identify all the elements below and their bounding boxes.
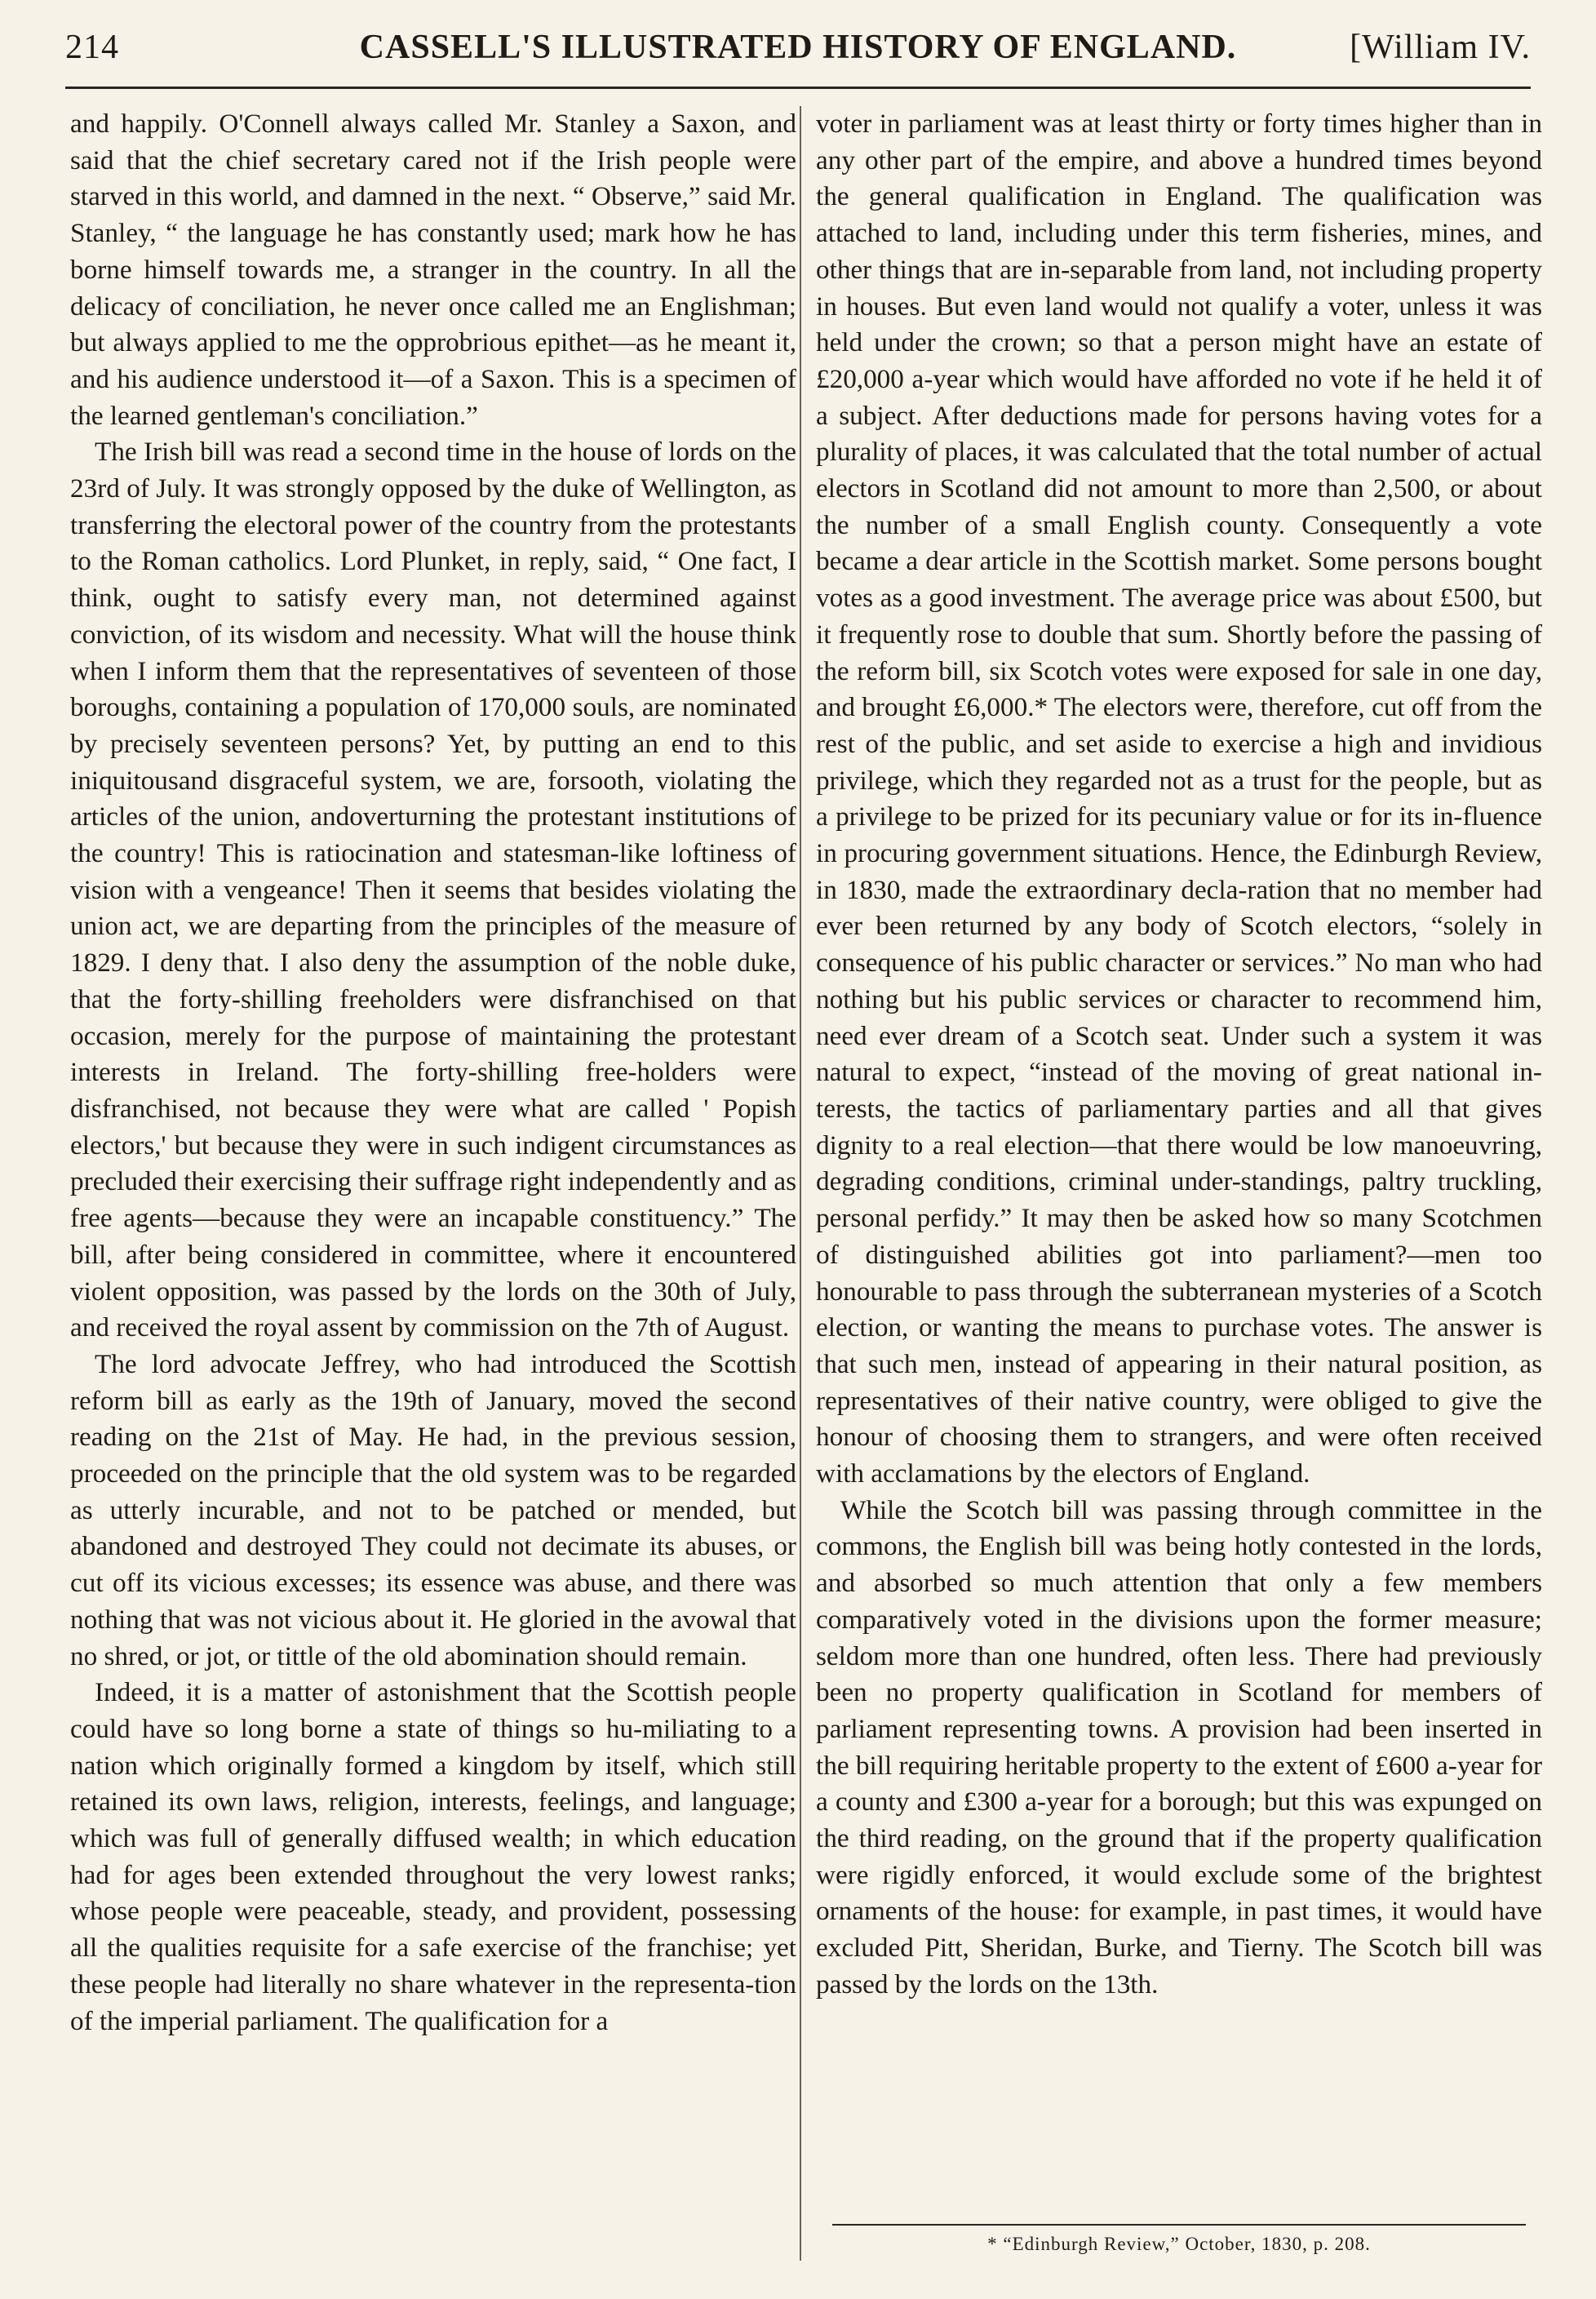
footnote: * “Edinburgh Review,” October, 1830, p. 208. — [987, 2234, 1371, 2254]
paragraph: voter in parliament was at least thirty or forty times higher than in any other part of the empire, and above a hundred times beyond the general qualification in England. The qualification was attached to land, including under this term fisheries, mines, and other things that are in-separable from land, not including property in houses. But even land would not qualify a voter, unless it was held under the crown; so that a person might have an estate of £20,000 a-year which would have afforded no vote if he held it of a subject. After deductions made for persons having votes for a plurality of places, it was calculated that the total number of actual electors in Scotland did not amount to more than 2,500, or about the number of a small English county. Consequently a vote became a dear article in the Scottish market. Some persons bought votes as a good investment. The average price was about £500, but it frequently rose to double that sum. Shortly before the passing of the reform bill, six Scotch votes were exposed for sale in one day, and brought £6,000.* The electors were, therefore, cut off from the rest of the public, and set aside to exercise a high and invidious privilege, which they regarded not as a trust for the people, but as a privilege to be prized for its pecuniary value or for its in-fluence in procuring government situations. Hence, the Edinburgh Review, in 1830, made the extraordinary decla-ration that no member had ever been returned by any body of Scotch electors, “solely in consequence of his public character or services.” No man who had nothing but his public services or character to recommend him, need ever dream of a Scotch seat. Under such a system it was natural to expect, “instead of the moving of great national in-terests, the tactics of parliamentary parties and all that gives dignity to a real election—that there would be low manoeuvring, degrading conditions, criminal under-standings, paltry truckling, personal perfidy.” It may then be asked how so many Scotchmen of distinguished abilities got into parliament?—men too honourable to pass through the subterranean mysteries of a Scotch election, or wanting the means to purchase votes. The answer is that such men, instead of appearing in their natural position, as representatives of their native country, were obliged to give the honour of choosing them to strangers, and were often received with acclamations by the electors of England. — [816, 109, 1542, 1489]
right-column — [816, 106, 1542, 2228]
reign-label: [William IV. — [1350, 29, 1531, 66]
running-title: CASSELL'S ILLUSTRATED HISTORY OF ENGLAND. — [359, 29, 1237, 66]
running-header — [65, 28, 1531, 85]
paragraph: While the Scotch bill was passing through committee in the commons, the English bill was being hotly contested in the lords, and absorbed so much attention that only a few members comparatively voted in the divisions upon the former measure; seldom more than one hundred, often less. There had previously been no property qualification in Scotland for members of parliament representing towns. A provision had been inserted in the bill requiring heritable property to the extent of £600 a-year for a county and £300 a-year for a borough; but this was expunged on the third reading, on the ground that if the property qualification were rigidly enforced, it would exclude some of the brightest ornaments of the house: for example, in past times, it would have excluded Pitt, Sheridan, Burke, and Tierny. The Scotch bill was passed by the lords on the 13th. — [816, 1494, 1542, 1999]
paragraph: The Irish bill was read a second time in the house of lords on the 23rd of July. It was strongly opposed by the duke of Wellington, as transferring the electoral power of the country from the protestants to the Roman catholics. Lord Plunket, in reply, said, “ One fact, I think, ought to satisfy every man, not determined against conviction, of its wisdom and necessity. What will the house think when I inform them that the representatives of seventeen of those boroughs, containing a population of 170,000 souls, are nominated by precisely seventeen persons? Yet, by putting an end to this iniquitousand disgraceful system, we are, forsooth, violating the articles of the union, andoverturning the protestant institutions of the country! This is ratiocination and statesman-like loftiness of vision with a vengeance! Then it seems that besides violating the union act, we are departing from the principles of the measure of 1829. I deny that. I also deny the assumption of the noble duke, that the forty-shilling freeholders were disfranchised on that occasion, merely for the purpose of maintaining the protestant interests in Ireland. The forty-shilling free-holders were disfranchised, not because they were what are called ' Popish electors,' but because they were in such indigent circumstances as precluded their exercising their suffrage right independently and as free agents—because they were an incapable constituency.” The bill, after being considered in committee, where it encountered violent opposition, was passed by the lords on the 30th of July, and received the royal assent by commission on the 7th of August. — [70, 437, 796, 1343]
page-number: 214 — [65, 29, 119, 66]
left-column — [70, 106, 796, 2228]
paragraph: Indeed, it is a matter of astonishment that the Scottish people could have so long borne a state of things so hu-miliating to a nation which originally formed a kingdom by itself, which still retained its own laws, religion, interests, feelings, and language; which was full of generally diffused wealth; in which education had for ages been extended throughout the very lowest ranks; whose people were peaceable, steady, and provident, possessing all the qualities requisite for a safe exercise of the franchise; yet these people had literally no share whatever in the representa-tion of the imperial parliament. The qualification for a — [70, 1677, 796, 2036]
paragraph: The lord advocate Jeffrey, who had introduced the Scottish reform bill as early as the 19th of January, moved the second reading on the 21st of May. He had, in the previous session, proceeded on the principle that the old system was to be regarded as utterly incurable, and not to be patched or mended, but abandoned and destroyed They could not decimate its abuses, or cut off its vicious excesses; its essence was abuse, and there was nothing that was not vicious about it. He gloried in the avowal that no shred, or jot, or tittle of the old abomination should remain. — [70, 1348, 796, 1671]
header-rule — [65, 87, 1531, 89]
column-divider — [800, 106, 801, 2261]
paragraph: and happily. O'Connell always called Mr. Stanley a Saxon, and said that the chief secretary cared not if the Irish people were starved in this world, and damned in the next. “ Observe,” said Mr. Stanley, “ the language he has constantly used; mark how he has borne himself towards me, a stranger in the country. In all the delicacy of conciliation, he never once called me an Englishman; but always applied to me the opprobrious epithet—as he meant it, and his audience understood it—of a Saxon. This is a specimen of the learned gentleman's conciliation.” — [70, 109, 796, 431]
footnote-rule — [832, 2224, 1526, 2226]
